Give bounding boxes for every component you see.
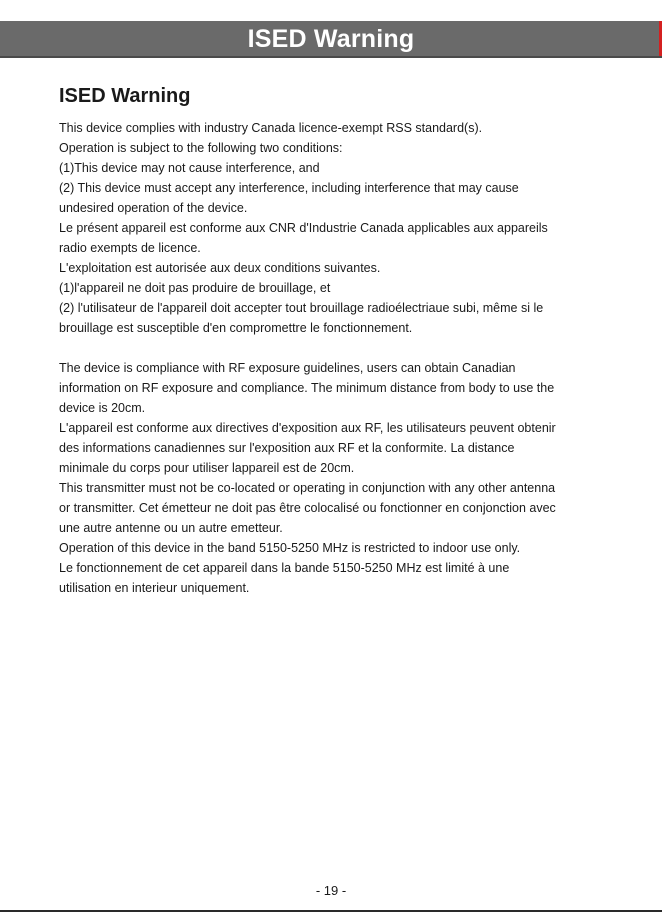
text-line: utilisation en interieur uniquement.: [59, 581, 250, 595]
text-line: radio exempts de licence.: [59, 241, 201, 255]
text-line: L'exploitation est autorisée aux deux conditions suivantes.: [59, 261, 381, 275]
section-title: ISED Warning: [59, 85, 191, 107]
text-line: L'appareil est conforme aux directives d'exposition aux RF, les utilisateurs peuvent obtenir: [59, 421, 556, 435]
bottom-rule: [0, 910, 662, 912]
text-line: or transmitter. Cet émetteur ne doit pas être colocalisé ou fonctionner en conjonction avec: [59, 501, 556, 515]
header-title: ISED Warning: [247, 25, 415, 53]
text-line: Le fonctionnement de cet appareil dans la bande 5150-5250 MHz est limité à une: [59, 561, 510, 575]
text-line: (2) l'utilisateur de l'appareil doit accepter tout brouillage radioélectriaue subi, même si le: [59, 301, 544, 315]
text-line: une autre antenne ou un autre emetteur.: [59, 521, 283, 535]
text-line: undesired operation of the device.: [59, 201, 248, 215]
text-line: minimale du corps pour utiliser lappareil est de 20cm.: [59, 461, 355, 475]
page-number: - 19 -: [315, 883, 347, 898]
text-line: device is 20cm.: [59, 401, 146, 415]
paragraph-block-rf-exposure: [59, 358, 604, 598]
text-line: brouillage est susceptible d'en compromettre le fonctionnement.: [59, 321, 413, 335]
document-body: [59, 83, 604, 598]
paragraph-block-ised: [59, 118, 604, 338]
text-line: (2) This device must accept any interference, including interference that may cause: [59, 181, 519, 195]
text-line: This transmitter must not be co-located or operating in conjunction with any other antenna: [59, 481, 556, 495]
header-bar: [0, 21, 662, 58]
text-line: (1)This device may not cause interference, and: [59, 161, 320, 175]
text-line: Operation of this device in the band 5150-5250 MHz is restricted to indoor use only.: [59, 541, 521, 555]
text-line: information on RF exposure and compliance. The minimum distance from body to use the: [59, 381, 555, 395]
text-line: The device is compliance with RF exposure guidelines, users can obtain Canadian: [59, 361, 516, 375]
text-line: (1)l'appareil ne doit pas produire de brouillage, et: [59, 281, 331, 295]
text-line: Operation is subject to the following two conditions:: [59, 141, 343, 155]
paragraph-spacer: [59, 338, 604, 358]
text-line: des informations canadiennes sur l'exposition aux RF et la conformite. La distance: [59, 441, 515, 455]
text-line: Le présent appareil est conforme aux CNR d'Industrie Canada applicables aux appareils: [59, 221, 548, 235]
text-line: This device complies with industry Canada licence-exempt RSS standard(s).: [59, 121, 483, 135]
